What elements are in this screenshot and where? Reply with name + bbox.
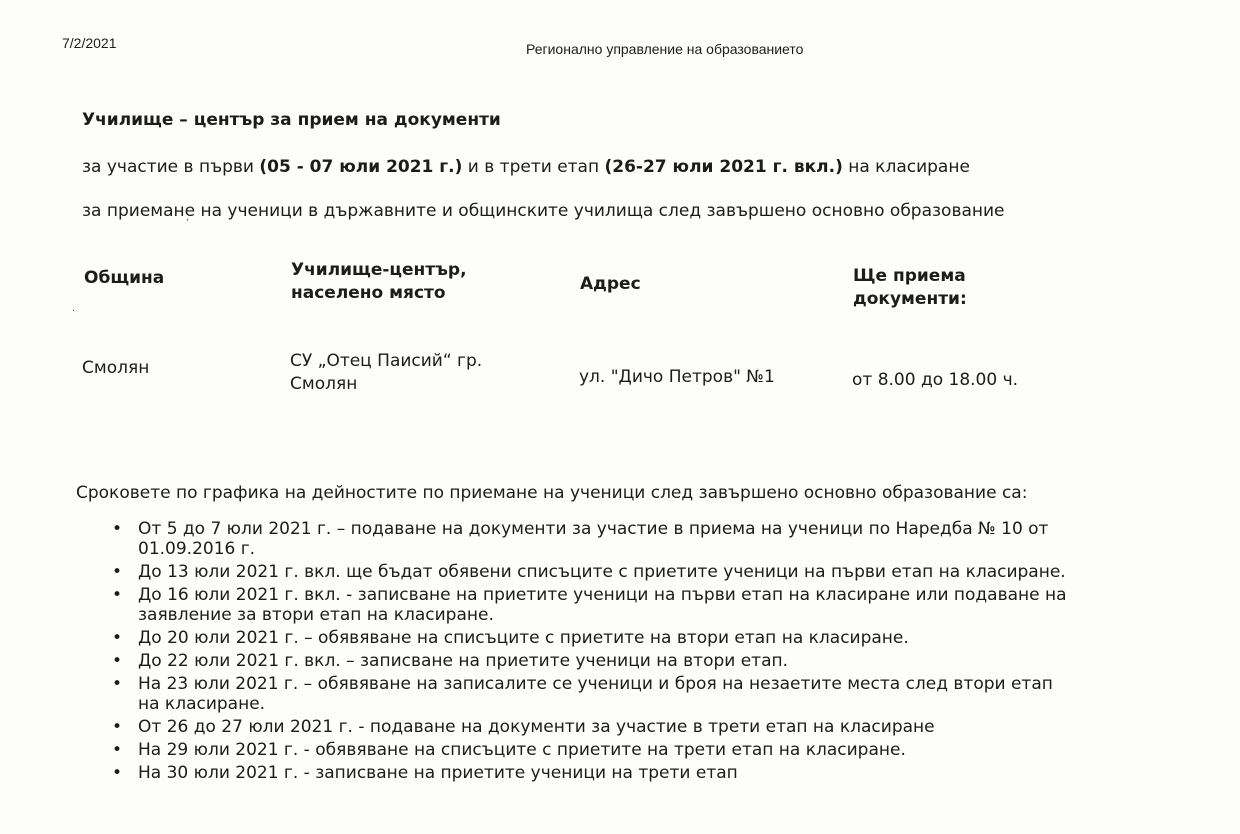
cell-hours: от 8.00 до 18.00 ч. (852, 370, 1019, 390)
intro-line-1 (82, 157, 970, 177)
list-item (100, 519, 1170, 559)
intro-dates-third: (26-27 юли 2021 г. вкл.) (604, 157, 843, 177)
header-hours-line1: Ще приема (853, 266, 966, 286)
scan-speck: · (72, 306, 76, 317)
list-item (100, 628, 1170, 648)
intro-line-2: за приемане на ученици в държавните и общинските училища след завършено основно образование (82, 201, 1005, 221)
deadlines-list (100, 519, 1170, 786)
item-line1: На 30 юли 2021 г. - записване на приетите ученици на трети етап (138, 763, 738, 783)
bullet-icon: • (112, 651, 123, 671)
bullet-icon: • (112, 519, 123, 539)
page-title: Училище – център за прием на документи (82, 110, 501, 130)
item-line1: От 26 до 27 юли 2021 г. - подаване на документи за участие в трети етап на класиране (138, 717, 935, 737)
header-date: 7/2/2021 (62, 35, 117, 51)
bullet-icon: • (112, 585, 123, 605)
header-hours-line2: документи: (853, 289, 967, 309)
list-item (100, 651, 1170, 671)
list-item (100, 763, 1170, 783)
header-school-line2: населено място (291, 283, 446, 303)
header-office: Регионално управление на образованието (526, 41, 804, 57)
item-line1: От 5 до 7 юли 2021 г. – подаване на документи за участие в приема на ученици по Наредба № 10 от (138, 519, 1049, 539)
item-line2: на класиране. (138, 694, 266, 714)
deadlines-heading: Сроковете по графика на дейностите по приемане на ученици след завършено основно образование са: (76, 483, 1028, 503)
item-line2: 01.09.2016 г. (138, 539, 256, 559)
bullet-icon: • (112, 628, 123, 648)
intro-dates-first: (05 - 07 юли 2021 г.) (259, 157, 463, 177)
header-school (291, 259, 467, 305)
cell-school-line1: СУ „Отец Паисий“ гр. (290, 351, 483, 371)
bullet-icon: • (112, 674, 123, 694)
item-line1: До 16 юли 2021 г. вкл. - записване на приетите ученици на първи етап на класиране или подаване на (138, 585, 1067, 605)
list-item (100, 674, 1170, 714)
bullet-icon: • (112, 717, 123, 737)
cell-municipality: Смолян (82, 358, 150, 378)
item-line1: До 13 юли 2021 г. вкл. ще бъдат обявени списъците с приетите ученици на първи етап на класиране. (138, 562, 1066, 582)
bullet-icon: • (112, 740, 123, 760)
cell-school (290, 350, 482, 396)
header-municipality: Община (84, 268, 165, 288)
bullet-icon: • (112, 763, 123, 783)
cell-address: ул. "Дичо Петров" №1 (579, 367, 775, 387)
intro-text-e: на класиране (842, 157, 970, 177)
header-hours (853, 265, 967, 311)
header-school-line1: Училище-център, (291, 260, 467, 280)
intro-text-c: и в трети етап (462, 157, 605, 177)
list-item (100, 717, 1170, 737)
item-line1: До 22 юли 2021 г. вкл. – записване на приетите ученици на втори етап. (138, 651, 789, 671)
list-item (100, 740, 1170, 760)
intro-text-a: за участие в първи (82, 157, 260, 177)
item-line1: На 23 юли 2021 г. – обявяване на записалите се ученици и броя на незаетите места след втори етап (138, 674, 1053, 694)
item-line1: До 20 юли 2021 г. – обявяване на списъците с приетите на втори етап на класиране. (138, 628, 909, 648)
pen-mark: ʼ (186, 218, 190, 229)
item-line1: На 29 юли 2021 г. - обявяване на списъците с приетите на трети етап на класиране. (138, 740, 906, 760)
item-line2: заявление за втори етап на класиране. (138, 605, 494, 625)
list-item (100, 562, 1170, 582)
header-address: Адрес (580, 274, 641, 294)
list-item (100, 585, 1170, 625)
bullet-icon: • (112, 562, 123, 582)
cell-school-line2: Смолян (290, 374, 358, 394)
